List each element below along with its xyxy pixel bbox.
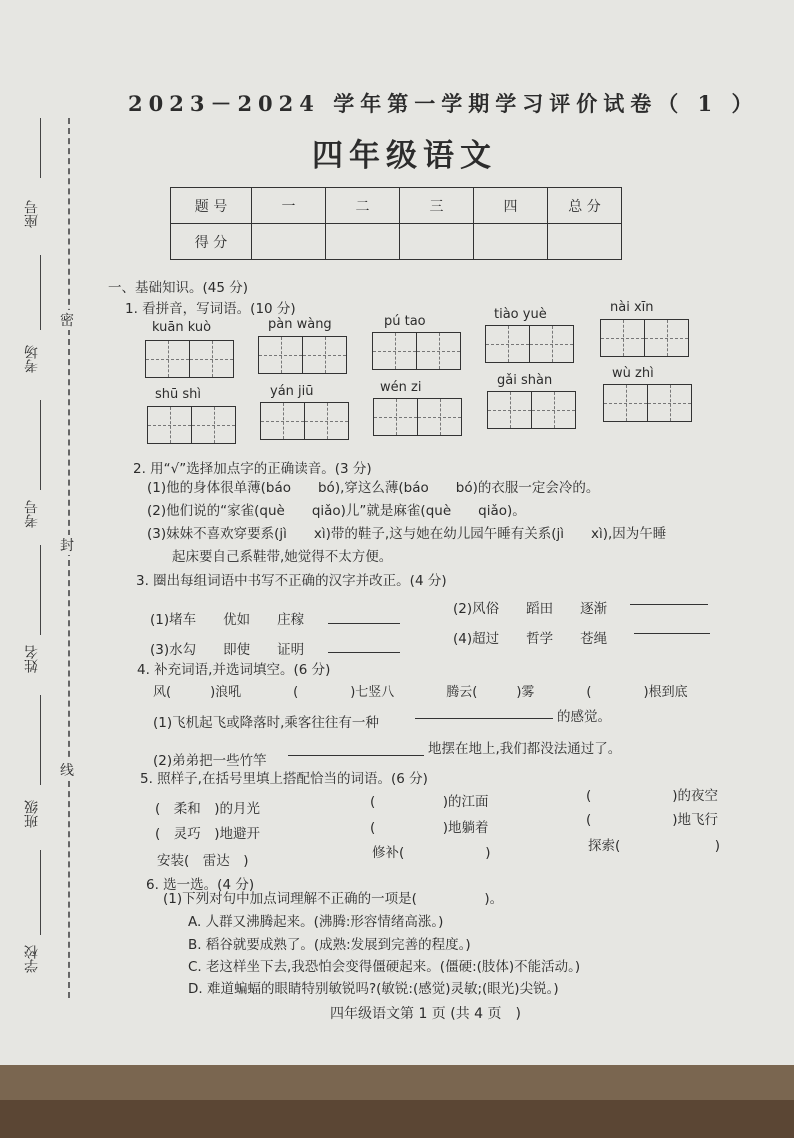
writing-box[interactable] <box>373 398 462 436</box>
writing-box[interactable] <box>258 336 347 374</box>
sidebar-line <box>40 695 41 785</box>
score-header-row <box>171 188 622 224</box>
sidebar-label-exam-number: 考号 <box>24 500 40 528</box>
pinyin-label: wén zi <box>380 380 422 395</box>
score-cell: 三 <box>400 188 474 224</box>
question-5-item: ( )的夜空 <box>586 788 719 804</box>
question-4-sentence-1-start: (1)飞机起飞或降落时,乘客往往有一种 <box>153 715 379 731</box>
question-3-group: (3)水勾 即使 证明 <box>150 642 305 658</box>
pinyin-label: tiào yuè <box>494 307 547 322</box>
pinyin-label: yán jiū <box>270 384 314 399</box>
question-3-group: (2)风俗 蹈田 逐渐 <box>453 601 608 617</box>
score-cell: 一 <box>252 188 326 224</box>
sidebar-line <box>40 400 41 490</box>
cut-word-feng: 封 <box>60 535 74 555</box>
score-cell: 题 号 <box>171 188 252 224</box>
writing-box[interactable] <box>485 325 574 363</box>
sidebar-label-school: 学校 <box>24 945 40 973</box>
seal-dashed-line <box>68 118 70 998</box>
writing-box[interactable] <box>147 406 236 444</box>
answer-blank[interactable] <box>328 611 400 624</box>
question-5-item: ( )地躺着 <box>370 820 489 836</box>
sidebar-line <box>40 545 41 635</box>
question-4-sentence-2-start: (2)弟弟把一些竹竿 <box>153 753 267 769</box>
question-6-title: 6. 选一选。(4 分) <box>146 877 255 893</box>
question-6-option-c[interactable]: C. 老这样坐下去,我恐怕会变得僵硬起来。(僵硬:(肢体)不能活动。) <box>188 959 581 975</box>
answer-blank[interactable] <box>288 743 424 756</box>
pinyin-label: nài xīn <box>610 300 654 315</box>
writing-box[interactable] <box>372 332 461 370</box>
question-3-group: (1)堵车 优如 庄稼 <box>150 612 305 628</box>
section-heading: 一、基础知识。(45 分) <box>108 280 249 296</box>
writing-box[interactable] <box>145 340 234 378</box>
sidebar-label-name: 姓名 <box>24 645 40 673</box>
question-5-item: 探索( ) <box>588 838 721 854</box>
question-3-title: 3. 圈出每组词语中书写不正确的汉字并改正。(4 分) <box>136 573 447 589</box>
question-1-title: 1. 看拼音，写词语。(10 分) <box>125 301 296 317</box>
question-2-item: (2)他们说的“家雀(què qiǎo)儿”就是麻雀(què qiǎo)。 <box>147 503 526 519</box>
score-input-cell[interactable] <box>252 224 326 260</box>
question-2-item-continued: 起床要自己系鞋带,她觉得不太方便。 <box>172 549 393 565</box>
score-input-cell[interactable] <box>474 224 548 260</box>
question-6-subquestion: (1)下列对句中加点词理解不正确的一项是( )。 <box>163 891 504 907</box>
page-footer: 四年级语文第 1 页 (共 4 页 ) <box>330 1006 521 1022</box>
score-cell: 得 分 <box>171 224 252 260</box>
cut-word-seal: 密 <box>60 310 74 330</box>
writing-box[interactable] <box>260 402 349 440</box>
sidebar-label-seat: 座号 <box>24 200 40 228</box>
question-4-title: 4. 补充词语,并选词填空。(6 分) <box>137 662 331 678</box>
sidebar-line <box>40 118 41 178</box>
question-4-sentence-2-end: 地摆在地上,我们都没法通过了。 <box>428 741 622 757</box>
sidebar-label-class: 班级 <box>24 800 40 828</box>
pinyin-label: pú tao <box>384 314 426 329</box>
question-3-group: (4)超过 哲学 苍绳 <box>453 631 608 647</box>
question-5-item: ( )地飞行 <box>586 812 719 828</box>
question-6-option-b[interactable]: B. 稻谷就要成熟了。(成熟:发展到完善的程度。) <box>188 937 471 953</box>
answer-blank[interactable] <box>328 640 400 653</box>
question-6-option-a[interactable]: A. 人群又沸腾起来。(沸腾:形容情绪高涨。) <box>188 914 444 930</box>
writing-box[interactable] <box>487 391 576 429</box>
score-input-cell[interactable] <box>326 224 400 260</box>
exam-title-line1: 2023－2024 学年第一学期学习评价试卷（ 1 ） <box>128 91 759 116</box>
question-5-item: ( )的江面 <box>370 794 489 810</box>
score-cell: 总 分 <box>548 188 622 224</box>
writing-box[interactable] <box>603 384 692 422</box>
score-cell: 四 <box>474 188 548 224</box>
question-5-item: 安装( 雷达 ) <box>157 853 249 869</box>
question-2-item: (1)他的身体很单薄(báo bó),穿这么薄(báo bó)的衣服一定会冷的。 <box>147 480 600 496</box>
score-table <box>170 187 622 260</box>
question-5-item: ( 柔和 )的月光 <box>155 801 261 817</box>
pinyin-label: shū shì <box>155 387 202 402</box>
pinyin-label: wù zhì <box>612 366 654 381</box>
score-cell: 二 <box>326 188 400 224</box>
question-4-words: 风( )浪吼 ( )七竖八 腾云( )雾 ( )根到底 <box>153 685 688 700</box>
answer-blank[interactable] <box>634 621 710 634</box>
cut-word-line: 线 <box>60 760 74 780</box>
exam-title-line2: 四年级语文 <box>312 138 497 174</box>
sidebar-line <box>40 850 41 935</box>
question-5-item: 修补( ) <box>372 845 491 861</box>
photo-background-dark <box>0 1100 794 1138</box>
question-4-sentence-1-end: 的感觉。 <box>557 709 611 725</box>
sidebar-label-room: 考场 <box>24 345 40 373</box>
score-input-cell[interactable] <box>548 224 622 260</box>
pinyin-label: pàn wàng <box>268 317 332 332</box>
score-input-cell[interactable] <box>400 224 474 260</box>
score-value-row <box>171 224 622 260</box>
answer-blank[interactable] <box>630 592 708 605</box>
question-6-option-d[interactable]: D. 难道蝙蝠的眼睛特别敏锐吗?(敏锐:(感觉)灵敏;(眼光)尖锐。) <box>188 981 559 997</box>
pinyin-label: kuān kuò <box>152 320 212 335</box>
question-2-title: 2. 用“√”选择加点字的正确读音。(3 分) <box>133 461 372 477</box>
sidebar-line <box>40 255 41 330</box>
question-5-title: 5. 照样子,在括号里填上搭配恰当的词语。(6 分) <box>140 771 428 787</box>
answer-blank[interactable] <box>415 706 553 719</box>
question-5-item: ( 灵巧 )地避开 <box>155 826 261 842</box>
writing-box[interactable] <box>600 319 689 357</box>
question-2-item: (3)妹妹不喜欢穿要系(jì xì)带的鞋子,这与她在幼儿园午睡有关系(jì xì),因为午睡 <box>147 526 667 542</box>
pinyin-label: gǎi shàn <box>497 373 553 388</box>
